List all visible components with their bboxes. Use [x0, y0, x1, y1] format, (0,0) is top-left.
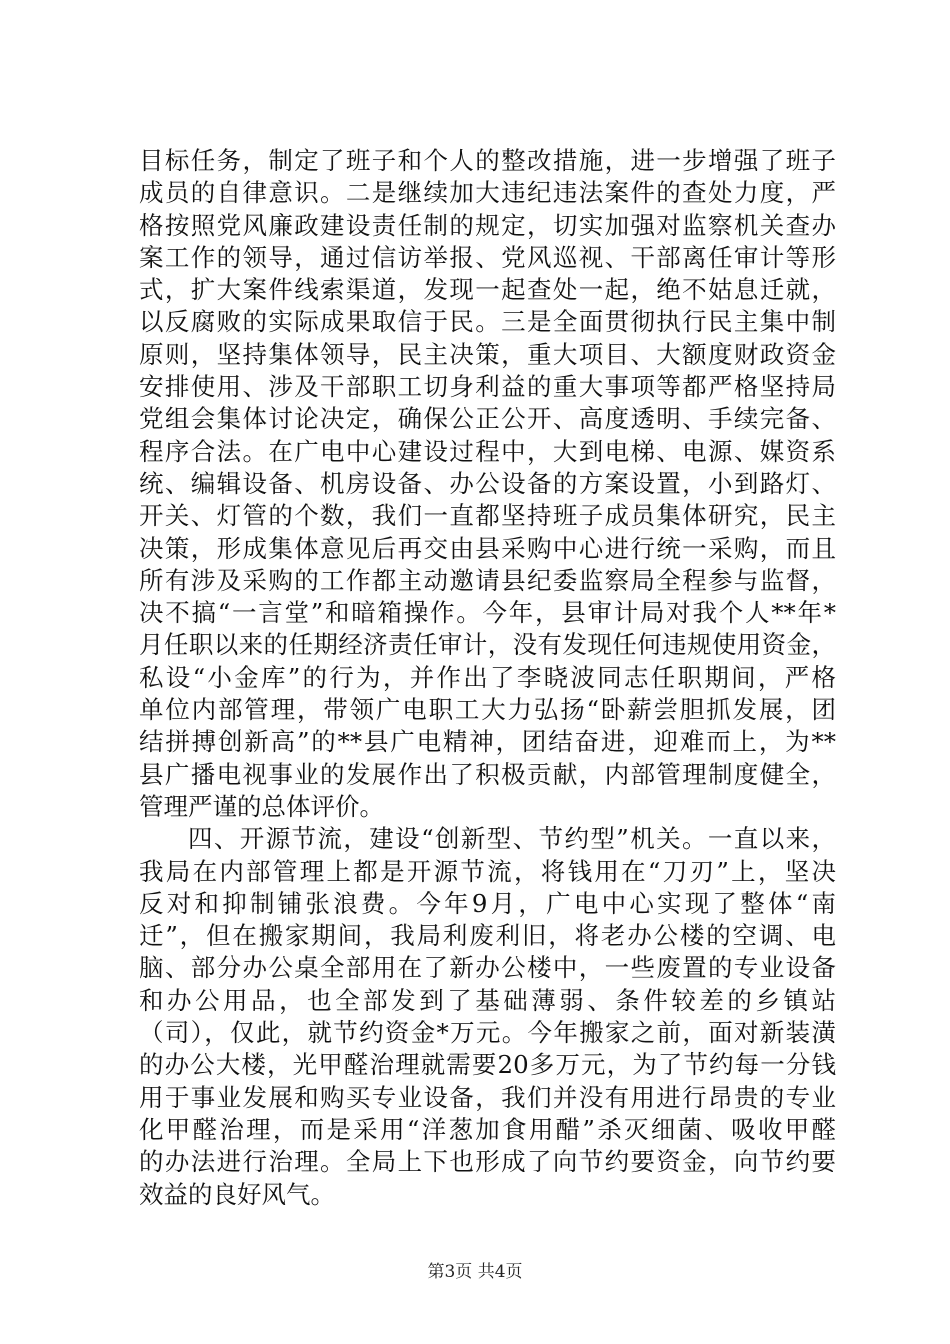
text-line: 开关、灯管的个数，我们一直都坚持班子成员集体研究，民主 [139, 501, 836, 531]
text-line: 用于事业发展和购买专业设备，我们并没有用进行昂贵的专业 [139, 1082, 836, 1112]
text-line: 反对和抑制铺张浪费。今年9月，广电中心实现了整体“南 [139, 888, 836, 918]
page-number-footer: 第3页 共4页 [427, 1262, 523, 1282]
text-line: 迁”，但在搬家期间，我局利废利旧，将老办公楼的空调、电 [139, 921, 836, 951]
paragraph-end-line: 管理严谨的总体评价。 [139, 791, 384, 821]
text-line: 县广播电视事业的发展作出了积极贡献，内部管理制度健全， [139, 759, 836, 789]
text-line: 月任职以来的任期经济责任审计，没有发现任何违规使用资金， [139, 630, 836, 660]
text-line: 和办公用品，也全部发到了基础薄弱、条件较差的乡镇站 [139, 985, 836, 1015]
text-line: 化甲醛治理，而是采用“洋葱加食用醋”杀灭细菌、吸收甲醛 [139, 1114, 836, 1144]
text-line: 安排使用、涉及干部职工切身利益的重大事项等都严格坚持局 [139, 372, 836, 402]
body-text [139, 145, 836, 1211]
text-line: 脑、部分办公桌全部用在了新办公楼中，一些废置的专业设备 [139, 953, 836, 983]
text-line: 原则，坚持集体领导，民主决策，重大项目、大额度财政资金 [139, 339, 836, 369]
text-line: 的办公大楼，光甲醛治理就需要20多万元，为了节约每一分钱 [139, 1050, 836, 1080]
text-line: 单位内部管理，带领广电职工大力弘扬“卧薪尝胆抓发展，团 [139, 695, 836, 725]
text-line: 统、编辑设备、机房设备、办公设备的方案设置，小到路灯、 [139, 468, 836, 498]
text-line: （司），仅此，就节约资金*万元。今年搬家之前，面对新装潢 [139, 1018, 836, 1048]
text-line: 私设“小金库”的行为，并作出了李晓波同志任职期间，严格 [139, 662, 836, 692]
text-line: 成员的自律意识。二是继续加大违纪违法案件的查处力度，严 [139, 178, 836, 208]
text-line: 党组会集体讨论决定，确保公正公开、高度透明、手续完备、 [139, 404, 836, 434]
text-line: 案工作的领导，通过信访举报、党风巡视、干部离任审计等形 [139, 242, 836, 272]
text-line: 我局在内部管理上都是开源节流，将钱用在“刀刃”上，坚决 [139, 856, 836, 886]
text-line: 所有涉及采购的工作都主动邀请县纪委监察局全程参与监督， [139, 565, 836, 595]
text-line: 的办法进行治理。全局上下也形成了向节约要资金，向节约要 [139, 1147, 836, 1177]
text-line: 格按照党风廉政建设责任制的规定，切实加强对监察机关查办 [139, 210, 836, 240]
text-line: 程序合法。在广电中心建设过程中，大到电梯、电源、媒资系 [139, 436, 836, 466]
text-line: 以反腐败的实际成果取信于民。三是全面贯彻执行民主集中制 [139, 307, 836, 337]
text-line: 式，扩大案件线索渠道，发现一起查处一起，绝不姑息迁就， [139, 275, 836, 305]
text-line: 决不搞“一言堂”和暗箱操作。今年，县审计局对我个人**年* [139, 598, 836, 628]
paragraph-end-line: 效益的良好风气。 [139, 1179, 335, 1209]
paragraph-start-line: 四、开源节流，建设“创新型、节约型”机关。一直以来， [188, 824, 836, 854]
text-line: 目标任务，制定了班子和个人的整改措施，进一步增强了班子 [139, 146, 836, 175]
text-line: 决策，形成集体意见后再交由县采购中心进行统一采购，而且 [139, 533, 836, 563]
text-line: 结拼搏创新高”的**县广电精神，团结奋进，迎难而上，为** [139, 727, 836, 757]
